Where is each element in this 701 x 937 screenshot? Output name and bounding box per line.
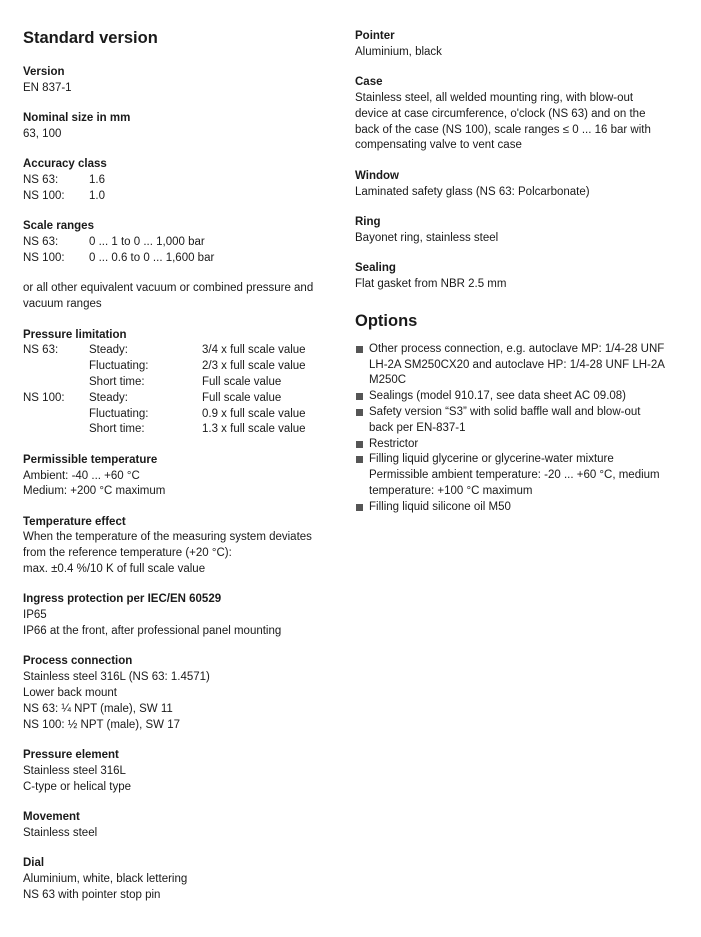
spec-value: Aluminium, white, black lettering [23,873,188,885]
spec-key: NS 63: [23,236,59,249]
spec-heading: Process connection [23,655,133,668]
spec-row [23,189,328,205]
spec-dial [23,856,328,903]
option-line: Other process connection, e.g. autoclave MP: 1/4-28 UNF [369,342,665,355]
square-bullet-icon [355,405,369,437]
spec-value: max. ±0.4 %/10 K of full scale value [23,563,206,576]
load-type-label: Steady: [89,344,128,357]
load-type-label: Short time: [89,423,145,436]
note-line: vacuum ranges [23,298,102,311]
spec-value: Stainless steel 316L (NS 63: 1.4571) [23,671,210,684]
spec-window [355,169,685,201]
spec-value: Lower back mount [23,687,117,700]
square-bullet-icon [355,389,369,405]
option-line: back per EN-837-1 [369,421,466,434]
spec-value: Laminated safety glass (NS 63: Polcarbonate) [355,185,590,198]
spec-value: back of the case (NS 100), scale ranges ≤ 0 ... 16 bar with [355,123,651,136]
section-title-standard-version: Standard version [23,29,158,47]
option-line: LH-2A SM250CX20 and autoclave HP: 1/4-28 UNF LH-2A [369,358,665,371]
spec-heading: Case [355,76,383,89]
spec-value: 0 ... 0.6 to 0 ... 1,600 bar [89,251,215,264]
spec-value: Medium: +200 °C maximum [23,485,166,498]
option-line: M250C [369,374,407,387]
option-line: Filling liquid silicone oil M50 [369,500,511,513]
spec-value: Aluminium, black [355,45,442,58]
spec-movement [23,810,328,842]
list-item [355,452,685,499]
scale-ranges-note [23,281,328,313]
list-item [355,405,685,437]
size-label [23,407,89,423]
size-label [23,422,89,438]
spec-value: device at case circumference, o'clock (NS 63) and on the [355,107,646,120]
note-line: or all other equivalent vacuum or combined pressure and [23,282,314,295]
spec-value: Bayonet ring, stainless steel [355,231,499,244]
spec-row [23,343,328,359]
spec-nominal-size [23,111,328,143]
spec-heading: Pointer [355,30,395,42]
spec-pressure-limitation [23,328,328,439]
spec-value: IP65 [23,609,47,622]
spec-value: When the temperature of the measuring system deviates [23,531,312,544]
spec-heading: Ring [355,215,381,228]
spec-value: C-type or helical type [23,780,132,793]
spec-row [23,422,328,438]
square-bullet-icon [355,342,369,389]
spec-temperature-effect [23,515,328,578]
spec-value: NS 63 with pointer stop pin [23,888,161,901]
spec-heading: Pressure limitation [23,328,127,341]
spec-heading: Temperature effect [23,515,126,528]
list-item [355,342,685,389]
spec-value: IP66 at the front, after professional panel mounting [23,625,282,638]
options-list [355,342,685,516]
list-item [355,437,685,453]
load-type-label: Fluctuating: [89,407,149,420]
spec-heading: Nominal size in mm [23,112,131,125]
spec-row [23,407,328,423]
option-line: Filling liquid glycerine or glycerine-water mixture [369,453,614,466]
spec-pressure-element [23,748,328,795]
spec-value: 1.6 [89,174,105,187]
limit-value: 0.9 x full scale value [202,407,306,420]
spec-row [23,359,328,375]
spec-row [23,235,328,251]
spec-version [23,65,328,97]
spec-value: Stainless steel 316L [23,764,126,777]
spec-value: NS 63: ¼ NPT (male), SW 11 [23,702,173,715]
spec-row [23,391,328,407]
right-column [355,29,685,516]
spec-value: EN 837-1 [23,81,72,94]
option-line: Permissible ambient temperature: -20 ... +60 °C, medium [369,469,660,482]
spec-permissible-temperature [23,453,328,500]
spec-heading: Movement [23,811,80,824]
size-label [23,359,89,375]
spec-heading: Dial [23,857,45,870]
limit-value: Full scale value [202,375,282,388]
spec-value: Flat gasket from NBR 2.5 mm [355,277,507,290]
spec-heading: Scale ranges [23,220,94,233]
spec-value: from the reference temperature (+20 °C): [23,547,232,560]
size-label: NS 63: [23,344,59,357]
spec-row [23,173,328,189]
spec-heading: Ingress protection per IEC/EN 60529 [23,593,222,606]
list-item [355,389,685,405]
spec-value: 1.0 [89,189,105,202]
spec-ingress-protection [23,592,328,639]
spec-row [23,251,328,267]
option-line: Restrictor [369,437,419,450]
spec-value: 0 ... 1 to 0 ... 1,000 bar [89,236,205,249]
spec-pointer [355,29,685,61]
spec-heading: Permissible temperature [23,453,158,466]
square-bullet-icon [355,500,369,516]
spec-value: compensating valve to vent case [355,139,522,152]
spec-ring [355,215,685,247]
spec-heading: Pressure element [23,749,119,762]
option-line: temperature: +100 °C maximum [369,484,533,497]
spec-row [23,375,328,391]
spec-key: NS 63: [23,174,59,187]
spec-heading: Accuracy class [23,158,107,171]
spec-heading: Sealing [355,262,396,275]
spec-value: Ambient: -40 ... +60 °C [23,469,140,482]
spec-value: Stainless steel [23,826,98,839]
limit-value: 1.3 x full scale value [202,423,306,436]
limit-value: 2/3 x full scale value [202,360,306,373]
size-label: NS 100: [23,391,65,404]
spec-value: 63, 100 [23,127,62,140]
limit-value: Full scale value [202,391,282,404]
spec-sealing [355,261,685,293]
spec-key: NS 100: [23,189,65,202]
option-line: Safety version “S3” with solid baffle wall and blow-out [369,405,641,418]
spec-accuracy-class [23,157,328,204]
left-column [23,28,328,918]
size-label [23,375,89,391]
spec-value: NS 100: ½ NPT (male), SW 17 [23,718,181,731]
spec-case [355,75,685,154]
limit-value: 3/4 x full scale value [202,344,306,357]
spec-heading: Version [23,66,65,78]
load-type-label: Fluctuating: [89,360,149,373]
spec-value: Stainless steel, all welded mounting ring, with blow-out [355,91,634,104]
spec-heading: Window [355,169,399,182]
spec-scale-ranges [23,219,328,266]
spec-process-connection [23,654,328,733]
square-bullet-icon [355,437,369,453]
load-type-label: Short time: [89,375,145,388]
list-item [355,500,685,516]
section-title-options: Options [355,311,418,330]
option-line: Sealings (model 910.17, see data sheet AC 09.08) [369,390,627,403]
spec-key: NS 100: [23,251,65,264]
square-bullet-icon [355,452,369,499]
load-type-label: Steady: [89,391,128,404]
